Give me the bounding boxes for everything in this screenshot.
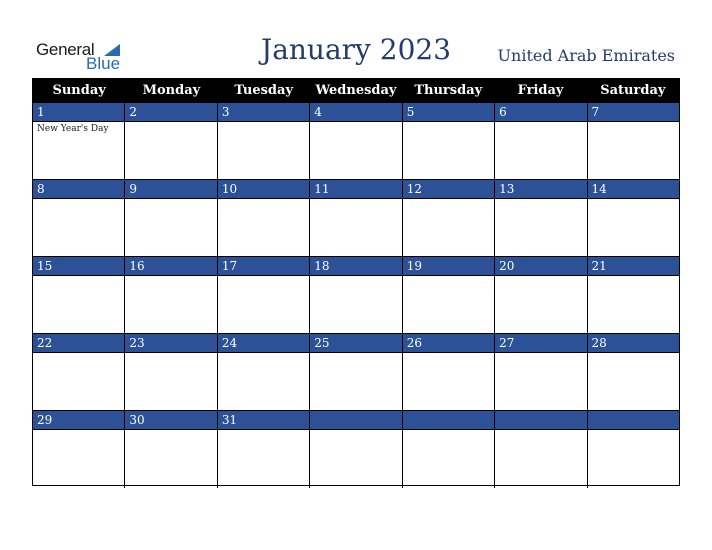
day-cell[interactable]	[125, 180, 217, 256]
calendar-title: January 2023	[260, 33, 452, 66]
calendar-grid	[32, 78, 680, 486]
day-cell[interactable]	[33, 334, 125, 410]
day-cell[interactable]	[310, 411, 402, 488]
day-number: 18	[310, 257, 401, 276]
day-number: 16	[125, 257, 216, 276]
day-cell[interactable]	[495, 257, 587, 333]
day-number: 11	[310, 180, 401, 199]
day-number: 9	[125, 180, 216, 199]
logo-text-general: General	[36, 40, 95, 59]
week-row	[33, 180, 679, 257]
day-number: 28	[588, 334, 679, 353]
week-row	[33, 411, 679, 488]
day-cell[interactable]	[588, 334, 679, 410]
day-cell[interactable]	[588, 411, 679, 488]
day-cell[interactable]	[403, 334, 495, 410]
day-number: 2	[125, 103, 216, 122]
day-cell[interactable]	[588, 257, 679, 333]
day-number	[588, 411, 679, 430]
day-cell[interactable]	[125, 257, 217, 333]
weekday-thursday: Thursday	[414, 83, 483, 98]
day-number: 17	[218, 257, 309, 276]
day-cell[interactable]	[125, 103, 217, 179]
weekday-monday: Monday	[142, 83, 201, 98]
day-number: 19	[403, 257, 494, 276]
day-cell[interactable]	[403, 257, 495, 333]
day-number	[403, 411, 494, 430]
weekday-wednesday: Wednesday	[315, 83, 397, 98]
day-number: 15	[33, 257, 124, 276]
day-cell[interactable]	[125, 334, 217, 410]
day-cell[interactable]	[33, 180, 125, 256]
day-number: 3	[218, 103, 309, 122]
day-cell[interactable]	[403, 103, 495, 179]
weekday-sunday: Sunday	[52, 83, 106, 98]
day-cell[interactable]	[310, 180, 402, 256]
day-number: 29	[33, 411, 124, 430]
day-cell[interactable]	[403, 411, 495, 488]
weekday-tuesday: Tuesday	[234, 83, 293, 98]
day-number: 22	[33, 334, 124, 353]
day-number: 30	[125, 411, 216, 430]
day-cell[interactable]	[218, 411, 310, 488]
day-number: 31	[218, 411, 309, 430]
day-cell[interactable]	[588, 180, 679, 256]
day-number: 13	[495, 180, 586, 199]
day-number	[495, 411, 586, 430]
week-row	[33, 334, 679, 411]
day-cell[interactable]	[33, 257, 125, 333]
day-number: 14	[588, 180, 679, 199]
week-row	[33, 103, 679, 180]
country-label: United Arab Emirates	[497, 46, 675, 65]
weekday-header-row	[33, 79, 679, 103]
day-cell[interactable]	[33, 411, 125, 488]
day-cell[interactable]	[218, 334, 310, 410]
day-cell[interactable]	[403, 180, 495, 256]
day-number: 20	[495, 257, 586, 276]
week-row	[33, 257, 679, 334]
day-number: 12	[403, 180, 494, 199]
day-cell[interactable]	[495, 334, 587, 410]
day-number: 24	[218, 334, 309, 353]
day-cell[interactable]	[310, 334, 402, 410]
day-cell[interactable]	[310, 257, 402, 333]
day-number: 4	[310, 103, 401, 122]
day-number: 23	[125, 334, 216, 353]
day-number: 1	[33, 103, 124, 122]
day-cell[interactable]	[125, 411, 217, 488]
day-number: 26	[403, 334, 494, 353]
weekday-friday: Friday	[517, 83, 564, 98]
holiday-label: New Year's Day	[37, 124, 109, 134]
day-number: 6	[495, 103, 586, 122]
day-number: 10	[218, 180, 309, 199]
day-number: 21	[588, 257, 679, 276]
day-number: 25	[310, 334, 401, 353]
weekday-saturday: Saturday	[600, 83, 666, 98]
day-cell[interactable]	[218, 180, 310, 256]
day-number: 27	[495, 334, 586, 353]
day-cell[interactable]	[310, 103, 402, 179]
day-cell[interactable]	[33, 103, 125, 179]
day-number	[310, 411, 401, 430]
day-cell[interactable]	[495, 411, 587, 488]
day-cell[interactable]	[588, 103, 679, 179]
day-cell[interactable]	[218, 103, 310, 179]
day-cell[interactable]	[495, 103, 587, 179]
day-number: 8	[33, 180, 124, 199]
day-cell[interactable]	[495, 180, 587, 256]
day-number: 7	[588, 103, 679, 122]
day-cell[interactable]	[218, 257, 310, 333]
logo-text-blue: Blue	[86, 54, 121, 73]
day-number: 5	[403, 103, 494, 122]
